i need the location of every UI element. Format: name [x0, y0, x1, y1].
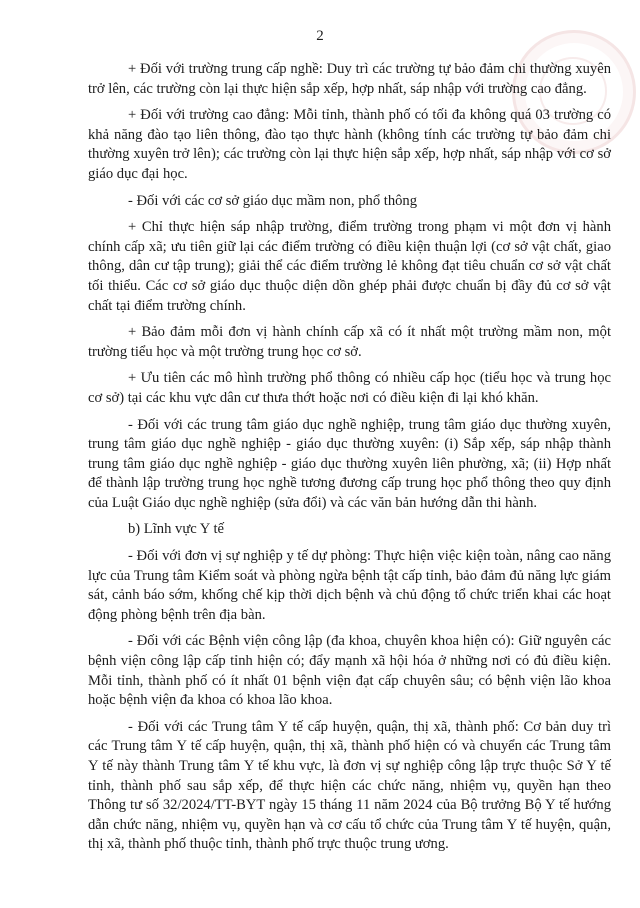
paragraph-uu-tien-mo-hinh: + Ưu tiên các mô hình trường phổ thông có nhiều cấp học (tiểu học và trung học cơ sở) tại các khu vực dân cư thưa thớt hoặc nơi có điều kiện đi lại khó khăn. — [88, 370, 611, 406]
document-body — [88, 60, 611, 862]
page-number: 2 — [316, 28, 324, 44]
paragraph-trung-cap-nghe: + Đối với trường trung cấp nghề: Duy trì các trường tự bảo đảm chi thường xuyên trở lên, các trường còn lại thực hiện sắp xếp, hợp nhất, sáp nhập với trường cao đẳng. — [88, 61, 611, 97]
paragraph-mam-non-pho-thong-heading: - Đối với các cơ sở giáo dục mầm non, phổ thông — [128, 192, 418, 209]
paragraph-bao-dam-truong: + Bảo đảm mỗi đơn vị hành chính cấp xã có ít nhất một trường mầm non, một trường tiểu học và một trường trung học cơ sở. — [88, 324, 611, 360]
paragraph-cao-dang: + Đối với trường cao đẳng: Mỗi tỉnh, thành phố có tối đa không quá 03 trường có khả năng đào tạo liên thông, đào tạo thực hành (không tính các trường tự bảo đảm chi thường xuyên trở lên); các trường còn lại thực hiện sắp xếp, hợp nhất, sáp nhập với cơ sở giáo dục đại học. — [88, 107, 611, 182]
paragraph-trung-tam-giao-duc: - Đối với các trung tâm giáo dục nghề nghiệp, trung tâm giáo dục thường xuyên, trung tâm giáo dục nghề nghiệp - giáo dục thường xuyên: (i) Sắp xếp, sáp nhập thành trung tâm giáo dục nghề nghiệp - giáo dục thường xuyên liên phường, xã; (ii) Hợp nhất để thành lập trường trung học nghề tương đương cấp trung học phổ thông theo quy định của Luật Giáo dục nghề nghiệp (sửa đổi) và các văn bản hướng dẫn thi hành. — [88, 416, 611, 511]
paragraph-y-te-du-phong: - Đối với đơn vị sự nghiệp y tế dự phòng: Thực hiện việc kiện toàn, nâng cao năng lực của Trung tâm Kiểm soát và phòng ngừa bệnh tật cấp tỉnh, bảo đảm đủ năng lực giám sát, cảnh báo sớm, khống chế kịp thời dịch bệnh và chủ động tổ chức triển khai các hoạt động phòng bệnh trên địa bàn. — [88, 548, 611, 623]
paragraph-benh-vien-cong-lap: - Đối với các Bệnh viện công lập (đa khoa, chuyên khoa hiện có): Giữ nguyên các bệnh viện công lập cấp tỉnh hiện có; đẩy mạnh xã hội hóa ở những nơi có đủ điều kiện. Mỗi tỉnh, thành phố có ít nhất 01 bệnh viện đạt cấp chuyên sâu; có bệnh viện lão khoa hoặc bệnh viện đa khoa có khoa lão khoa. — [88, 633, 611, 709]
section-heading-y-te: b) Lĩnh vực Y tế — [128, 521, 224, 538]
paragraph-sap-nhap-truong: + Chỉ thực hiện sáp nhập trường, điểm trường trong phạm vi một đơn vị hành chính cấp xã; ưu tiên giữ lại các điểm trường có điều kiện thuận lợi (cơ sở vật chất, giao thông, dân cư tập trung); giải thể các điểm trường lẻ không đạt tiêu chuẩn cơ sở vật chất tối thiểu. Các cơ sở giáo dục thuộc diện dồn ghép phải được chuẩn bị đầy đủ cơ sở vật chất tại điểm trường chính. — [88, 219, 611, 314]
paragraph-trung-tam-y-te: - Đối với các Trung tâm Y tế cấp huyện, quận, thị xã, thành phố: Cơ bản duy trì các Trung tâm Y tế cấp huyện, quận, thị xã, thành phố hiện có và chuyển các Trung tâm Y tế này thành Trung tâm Y tế khu vực, là đơn vị sự nghiệp công lập trực thuộc Sở Y tế tỉnh, thành phố sau sắp xếp, để thực hiện các chức năng, nhiệm vụ, quyền hạn theo Thông tư số 32/2024/TT-BYT ngày 15 tháng 11 năm 2024 của Bộ trưởng Bộ Y tế hướng dẫn chức năng, nhiệm vụ, quyền hạn và cơ cấu tổ chức của Trung tâm Y tế huyện, quận, thị xã, thành phố thuộc tỉnh, thành phố trực thuộc trung ương. — [88, 718, 611, 853]
